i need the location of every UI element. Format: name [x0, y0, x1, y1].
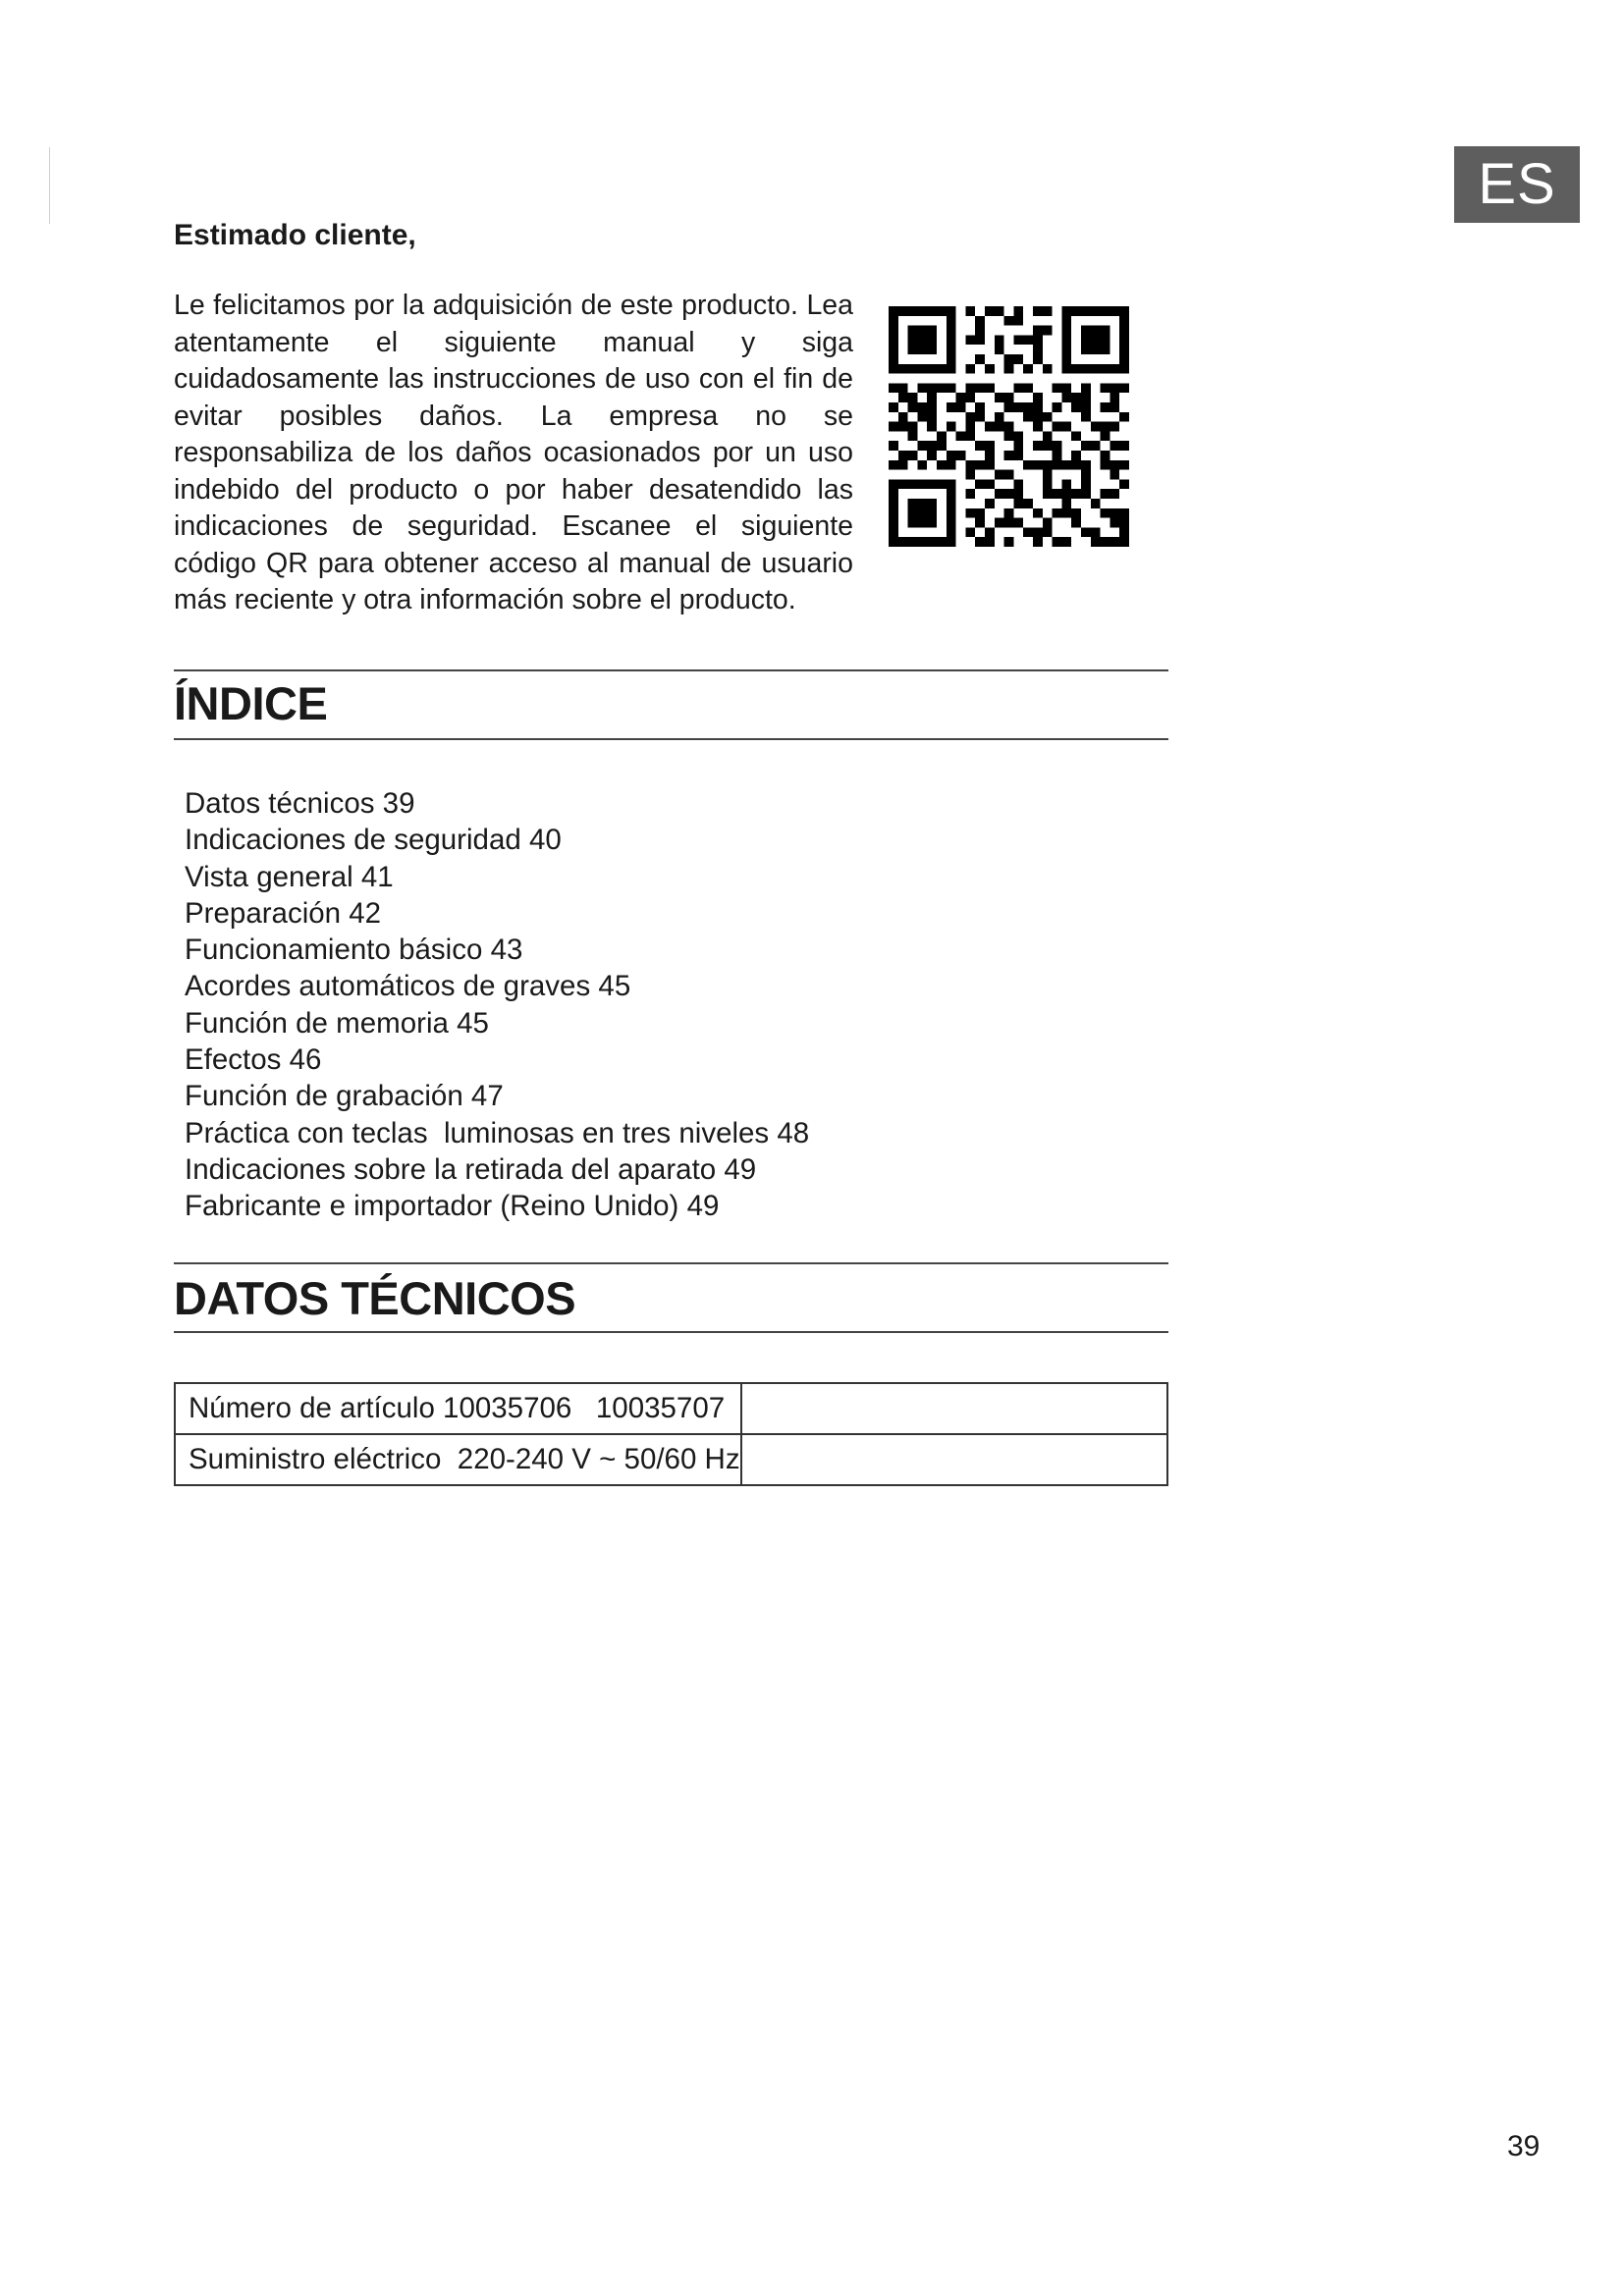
power-supply: Suministro eléctrico 220-240 V ~ 50/60 Hz	[189, 1443, 740, 1475]
table-row	[175, 1383, 1167, 1434]
technical-data-title: DATOS TÉCNICOS	[174, 1272, 576, 1324]
technical-data-bottom-rule	[174, 1331, 1168, 1333]
toc-item: Indicaciones sobre la retirada del aparato 49	[185, 1152, 757, 1186]
toc-item: Fabricante e importador (Reino Unido) 49	[185, 1190, 720, 1223]
article-number: Número de artículo 10035706 10035707	[189, 1392, 726, 1424]
table-row	[175, 1434, 1167, 1485]
toc-item: Función de grabación 47	[185, 1080, 504, 1113]
toc-item: Funcionamiento básico 43	[185, 934, 523, 967]
index-title: ÍNDICE	[174, 677, 328, 729]
technical-data-top-rule	[174, 1262, 1168, 1264]
intro-paragraph: Le felicitamos por la adquisición de este producto. Lea atentamente el siguiente manual y siga cuidadosamente las instrucciones de uso con el fin de evitar posibles daños. La empresa no se responsabiliza de los daños ocasionados por un uso indebido del producto o por haber desatendido las indicaciones de seguridad. Escanee el siguiente código QR para obtener acceso al manual de usuario más reciente y otra información sobre el producto.	[174, 290, 853, 615]
technical-data-table	[174, 1382, 1168, 1486]
margin-line	[49, 147, 50, 224]
index-bottom-rule	[174, 738, 1168, 740]
table-cell	[175, 1383, 741, 1434]
greeting: Estimado cliente,	[174, 219, 416, 251]
table-cell-empty	[741, 1434, 1167, 1485]
language-badge: ES	[1454, 146, 1580, 223]
toc-item: Función de memoria 45	[185, 1006, 489, 1040]
table-of-contents	[185, 785, 809, 1225]
qr-code-icon	[889, 306, 1129, 547]
table-cell	[175, 1434, 741, 1485]
table-cell-empty	[741, 1383, 1167, 1434]
toc-item: Preparación 42	[185, 896, 382, 930]
toc-item: Indicaciones de seguridad 40	[185, 824, 562, 857]
toc-item: Vista general 41	[185, 860, 394, 893]
toc-item: Práctica con teclas luminosas en tres niveles 48	[185, 1116, 810, 1149]
toc-item: Efectos 46	[185, 1043, 322, 1077]
index-top-rule	[174, 669, 1168, 671]
toc-item: Acordes automáticos de graves 45	[185, 970, 631, 1003]
page-number: 39	[1507, 2130, 1541, 2163]
toc-item: Datos técnicos 39	[185, 787, 415, 820]
